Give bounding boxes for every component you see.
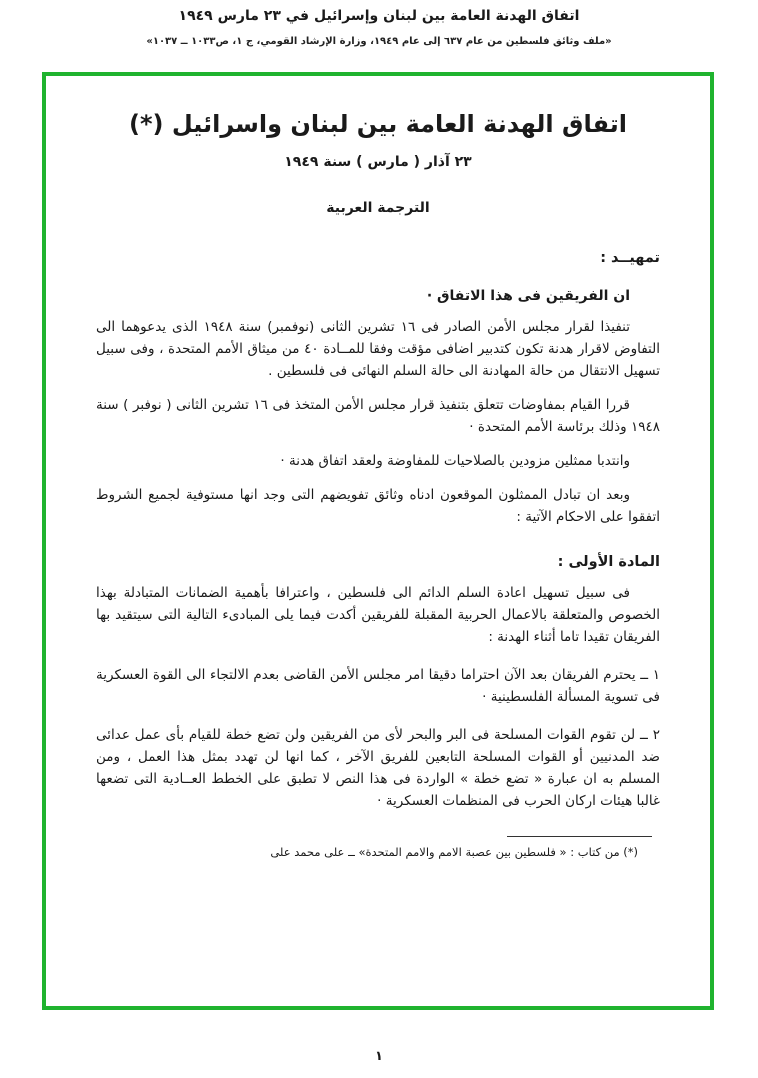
page-number: ١ — [375, 1049, 383, 1064]
article-one-item-2: ٢ ــ لن تقوم القوات المسلحة فى البر والبحر لأى من الفريقين ولن تضع خطة للقيام بأى عمل عدائى ضد المدنيين أو القوات المسلحة التابعين للفريق الآخر ، كما انها لن تهدد بمثل هذا العمل ، ومن المسلم به ان عبارة « تضع خطة » الواردة فى هذا النص لا تطبق على الخطط العــادية التى تضعها غالبا هيئات اركان الحرب فى المنظمات العسكرية · — [96, 727, 660, 809]
preamble-paragraph-2: قررا القيام بمفاوضات تتعلق بتنفيذ قرار مجلس الأمن المتخذ فى ١٦ تشرين الثانى ( نوفبر ) سنة ١٩٤٨ وذلك برئاسة الأمم المتحدة · — [96, 397, 660, 435]
green-annotation-frame — [42, 72, 714, 1010]
article-one-item-1: ١ ــ يحترم الفريقان بعد الآن احتراما دقيقا امر مجلس الأمن القاضى بعدم الالتجاء الى القوة العسكرية فى تسوية المسألة الفلسطينية · — [96, 667, 660, 705]
document-title: اتفاق الهدنة العامة بين لبنان واسرائيل (*) — [129, 110, 627, 138]
footnote-divider — [507, 836, 652, 837]
page-header-title: اتفاق الهدنة العامة بين لبنان وإسرائيل في ٢٣ مارس ١٩٤٩ — [178, 8, 580, 24]
page-header — [0, 8, 758, 47]
preamble-paragraph-4: وبعد ان تبادل الممثلون الموقعون ادناه وثائق تفويضهم التى وجد انها مستوفية لجميع الشروط اتفقوا على الاحكام الآتية : — [96, 487, 660, 525]
article-one-intro: فى سبيل تسهيل اعادة السلم الدائم الى فلسطين ، واعترافا بأهمية الضمانات المتبادلة بهذا الخصوص والمتعلقة بالاعمال الحربية المقبلة للفريقين أكدت فيما يلى المبادىء التالية التى سيتقيد بها الفريقان تقيدا تاما أثناء الهدنة : — [96, 585, 660, 645]
document-date-line: ٢٣ آذار ( مارس ) سنة ١٩٤٩ — [284, 154, 472, 170]
page-header-source: «ملف وثائق فلسطين من عام ٦٣٧ إلى عام ١٩٤٩، وزارة الإرشاد القومي، ج ١، ص١٠٣٣ ــ ١٠٣٧» — [146, 36, 612, 47]
preamble-paragraph-3: وانتدبا ممثلين مزودين بالصلاحيات للمفاوضة ولعقد اتفاق هدنة · — [280, 453, 630, 469]
parties-line: ان الفريقين فى هذا الاتفاق · — [426, 288, 630, 304]
article-one-heading: المادة الأولى : — [557, 554, 660, 570]
document-content — [46, 76, 710, 861]
translation-label: الترجمة العربية — [326, 200, 430, 216]
preamble-paragraph-1: تنفيذا لقرار مجلس الأمن الصادر فى ١٦ تشرين الثانى (نوفمبر) سنة ١٩٤٨ الذى يدعوهما الى التفاوض لاقرار هدنة تكون كتدبير اضافى مؤقت وفقا للمــادة ٤٠ من ميثاق الأمم المتحدة ، وفى سبيل تسهيل الانتقال من حالة المهادنة الى حالة السلم النهائى فى فلسطين . — [96, 319, 660, 379]
preamble-heading: تمهيــد : — [600, 250, 660, 266]
footnote-text: (*) من كتاب : « فلسطين بين عصبة الامم والامم المتحدة» ــ على محمد على — [270, 845, 638, 859]
